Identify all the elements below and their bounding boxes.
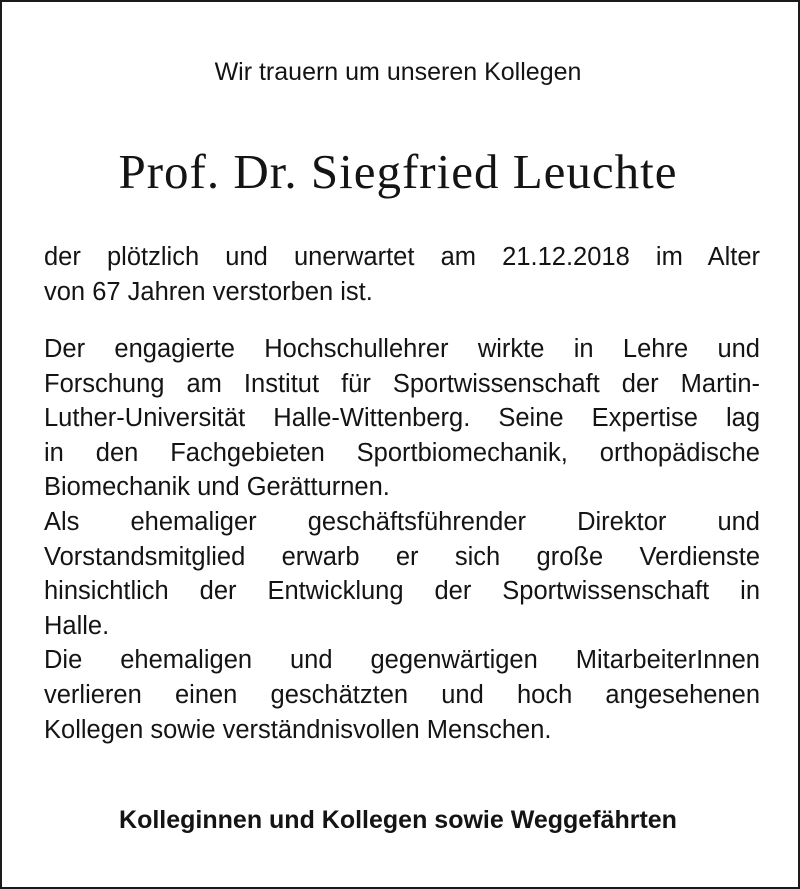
text-line: Halle. (44, 611, 110, 640)
intro-line: Wir trauern um unseren Kollegen (214, 58, 582, 86)
paragraph-death-info (44, 240, 760, 309)
deceased-name: Prof. Dr. Siegfried Leuchte (118, 144, 678, 199)
text-line: Der engagierte Hochschullehrer wirkte in Lehre und (44, 335, 760, 363)
text-line: Vorstandsmitglied erwarb er sich große Verdienste (44, 542, 760, 571)
text-line: der plötzlich und unerwartet am 21.12.2018 im Alter (44, 243, 760, 271)
text-line: Forschung am Institut für Sportwissenschaft der Martin- (44, 369, 760, 398)
paragraph-tribute (44, 332, 760, 747)
text-line: von 67 Jahren verstorben ist. (44, 277, 373, 306)
text-line: hinsichtlich der Entwicklung der Sportwissenschaft in (44, 577, 760, 606)
text-line: in den Fachgebieten Sportbiomechanik, orthopädische (44, 438, 760, 467)
text-line: Kollegen sowie verständnisvollen Menschen. (44, 715, 552, 744)
text-line: Biomechanik und Gerätturnen. (44, 473, 390, 502)
text-line: Luther-Universität Halle-Wittenberg. Seine Expertise lag (44, 404, 760, 433)
text-line: verlieren einen geschätzten und hoch angesehenen (44, 680, 760, 709)
text-line: Als ehemaliger geschäftsführender Direktor und (44, 507, 760, 536)
signature-line: Kolleginnen und Kollegen sowie Weggefährten (119, 806, 677, 834)
text-line: Die ehemaligen und gegenwärtigen MitarbeiterInnen (44, 646, 760, 675)
